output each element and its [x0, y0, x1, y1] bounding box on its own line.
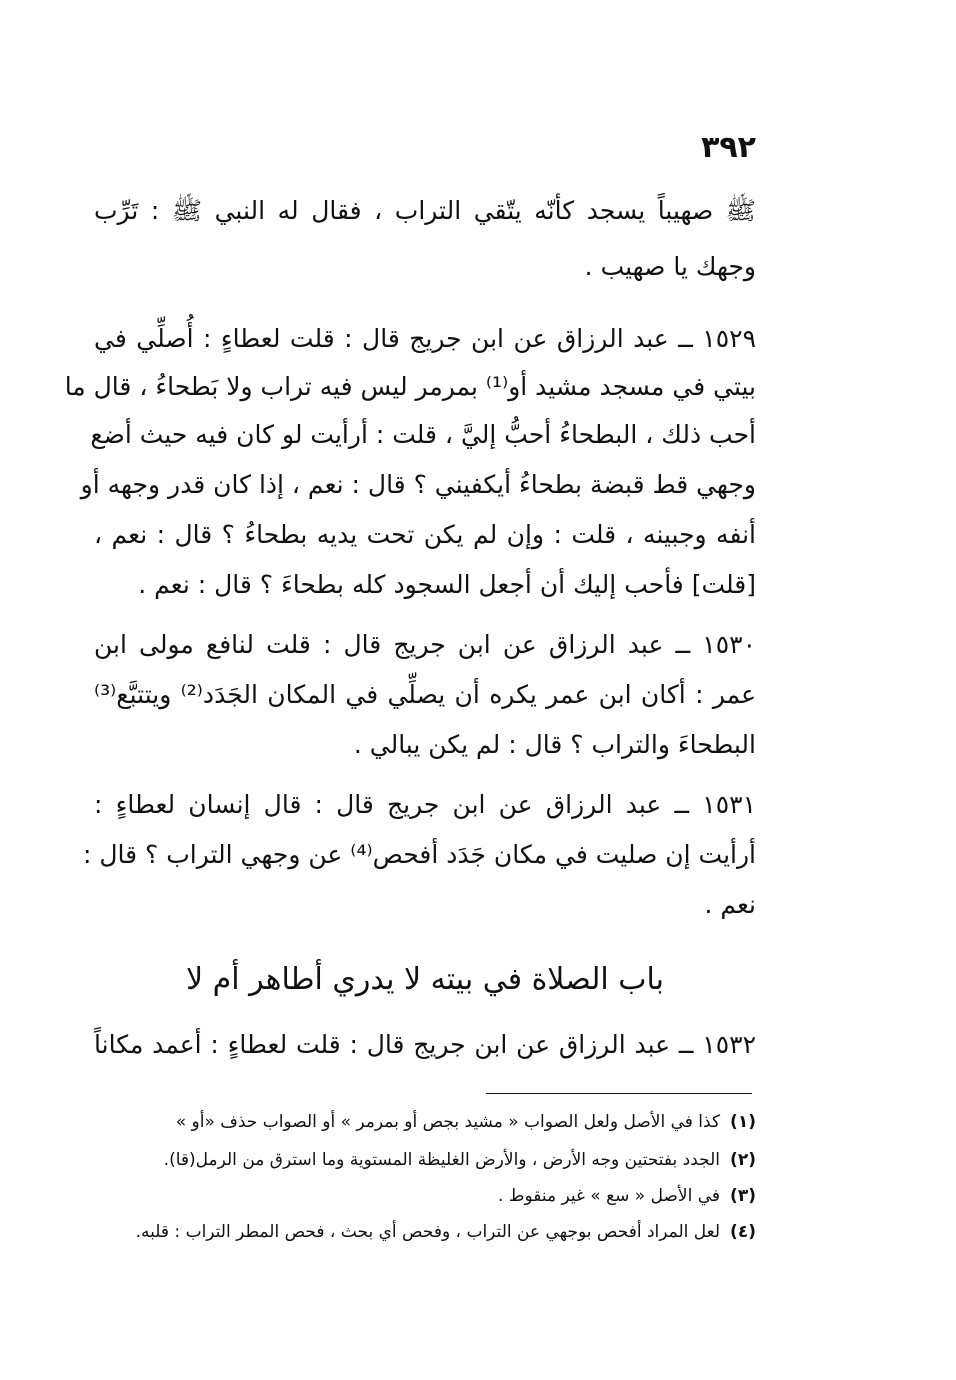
- hadith-1530-line: ١٥٣٠ ــ عبد الرزاق عن ابن جريج قال : قلت لنافع مولى ابن: [94, 630, 756, 659]
- text-line: أحب ذلك ، البطحاءُ أحبُّ إليَّ ، قلت : أرأيت لو كان فيه حيث أضع: [90, 420, 756, 449]
- text-line: نعم .: [704, 890, 756, 919]
- hadith-1532-line: ١٥٣٢ ــ عبد الرزاق عن ابن جريج قال : قلت لعطاءٍ : أعمد مكاناً: [94, 1030, 756, 1059]
- footnote-text: في الأصل « سع » غير منقوط .: [497, 1186, 721, 1206]
- text-line: البطحاءَ والتراب ؟ قال : لم يكن يبالي .: [353, 730, 756, 759]
- text-line: ﷺ صهيباً يسجد كأنّه يتّقي التراب ، فقال له النبي ﷺ : تَرِّب: [94, 196, 756, 225]
- text-line: [قلت] فأحب إليك أن أجعل السجود كله بطحاءَ ؟ قال : نعم .: [138, 570, 756, 599]
- footnote-4: [94, 1222, 756, 1242]
- page-number: ٣٩٢: [701, 130, 756, 165]
- text-line: وجهي قط قبضة بطحاءُ أيكفيني ؟ قال : نعم ، إذا كان قدر وجهه أو: [80, 470, 756, 499]
- footnote-number: (٣): [730, 1186, 756, 1206]
- chapter-heading: باب الصلاة في بيته لا يدري أطاهر أم لا: [186, 962, 664, 997]
- footnote-3: [94, 1186, 756, 1206]
- footnote-text: الجدد بفتحتين وجه الأرض ، والأرض الغليظة المستوية وما استرق من الرمل(قا).: [163, 1150, 721, 1170]
- footnote-1: [94, 1112, 756, 1132]
- footnote-2: [94, 1150, 756, 1170]
- text-line: أنفه وجبينه ، قلت : وإن لم يكن تحت يديه بطحاءُ ؟ قال : نعم ،: [94, 520, 756, 549]
- footnote-text: لعل المراد أفحص بوجهي عن التراب ، وفحص أي بحث ، فحص المطر التراب : قلبه.: [135, 1222, 721, 1242]
- hadith-1531-line: ١٥٣١ ــ عبد الرزاق عن ابن جريج قال : قال إنسان لعطاءٍ :: [94, 790, 756, 819]
- text-line: بيتي في مسجد مشيد أو⁽¹⁾ بمرمر ليس فيه تراب ولا بَطحاءُ ، قال ما: [64, 372, 756, 401]
- footnote-number: (٤): [730, 1222, 756, 1242]
- text-line: أرأيت إن صليت في مكان جَدَد أفحص⁽⁴⁾ عن وجهي التراب ؟ قال :: [82, 840, 756, 869]
- footnote-text: كذا في الأصل ولعل الصواب « مشيد بجص أو بمرمر » أو الصواب حذف «أو »: [175, 1112, 721, 1132]
- text-line: وجهك يا صهيب .: [584, 252, 756, 281]
- hadith-1529-line: ١٥٢٩ ــ عبد الرزاق عن ابن جريج قال : قلت لعطاءٍ : أُصلِّي في: [94, 324, 756, 353]
- footnote-number: (٢): [730, 1150, 756, 1170]
- footnote-divider: [486, 1093, 752, 1094]
- footnote-number: (١): [730, 1112, 756, 1132]
- text-line: عمر : أكان ابن عمر يكره أن يصلِّي في المكان الجَدَد⁽²⁾ ويتتبَّع⁽³⁾: [94, 680, 757, 709]
